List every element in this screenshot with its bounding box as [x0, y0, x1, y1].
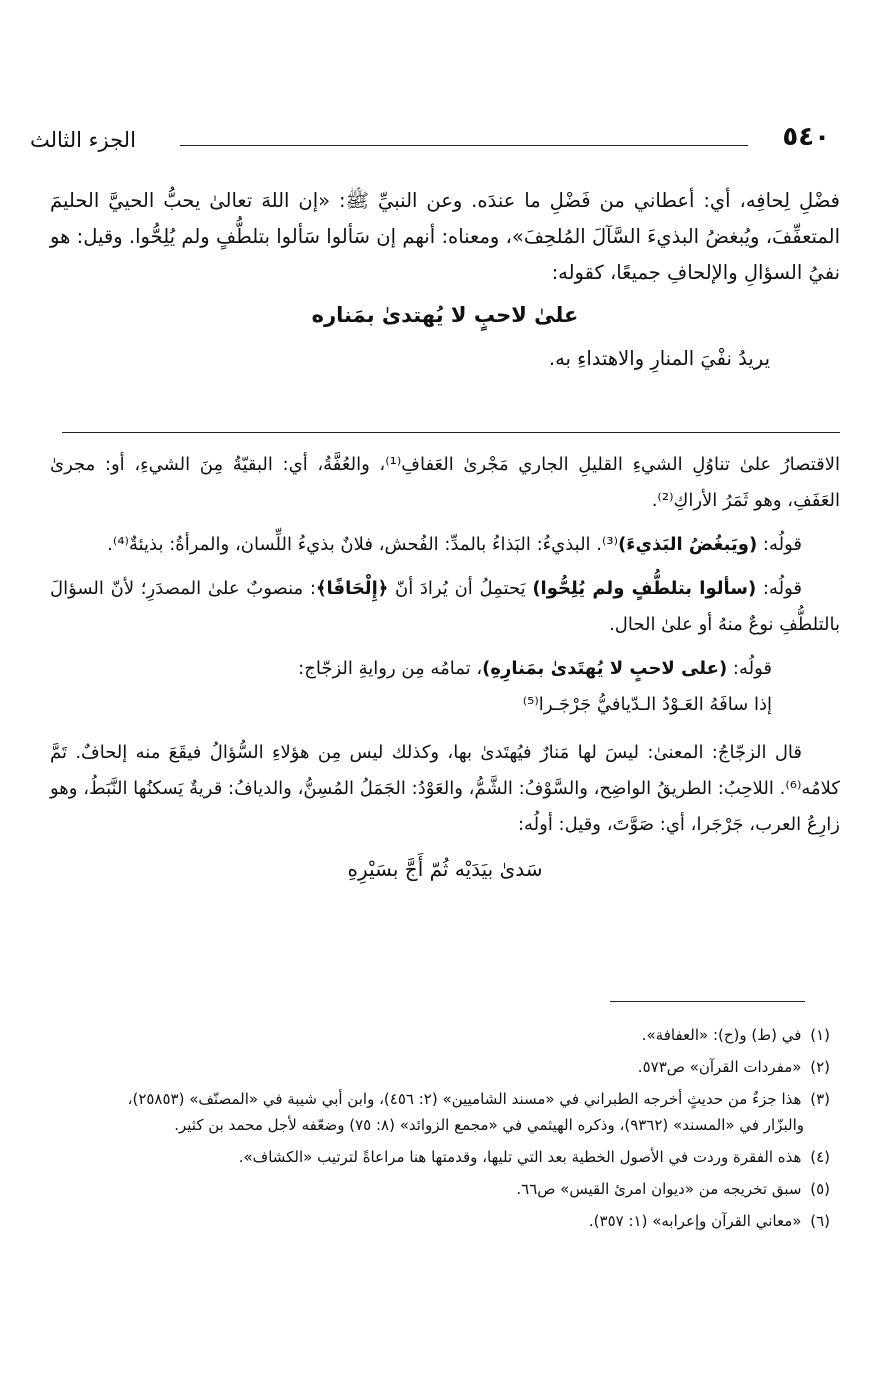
- footnote-6: [60, 1208, 830, 1234]
- header-rule: [180, 145, 748, 146]
- main-paragraph-1: فضْلِ لِحافِه، أي: أعطاني من فَضْلِ ما عندَه. وعن النبيِّ ﷺ: «إن اللهَ تعالىٰ يحبُّ الحييَّ الحليمَ المتعفِّفَ، ويُبغضُ البذيءَ السَّآلَ المُلحِفَ»، ومعناه: أنهم إن سَألوا سَألوا بتلطُّفٍ ولم يُلِحُّوا. وقيل: هو نفيُ السؤالِ والإلحافِ جميعًا، كقوله:: [50, 189, 840, 284]
- quoted-phrase: (سألوا بتلطُّفٍ ولم يُلِحُّوا): [532, 578, 757, 599]
- footnote-number: (٦): [810, 1212, 830, 1230]
- footnote-continuation: والبزّار في «المسند» (٩٣٦٢)، وذكره الهيثمي في «مجمع الزوائد» (٨: ٧٥) وضعّفه لأجل محمد بن كثير.: [174, 1116, 804, 1134]
- footnote-text: هذه الفقرة وردت في الأصول الخطية بعد التي تليها، وقدمتها هنا مراعاةً لترتيب «الكشاف».: [238, 1148, 802, 1166]
- main-text: [50, 183, 840, 377]
- qawluhu-lead: قولُه:: [756, 578, 803, 599]
- page-header: [30, 122, 830, 168]
- commentary-paragraph-1: الاقتصارُ علىٰ تناوُلِ الشيءِ القليلِ الجاري مَجْرىٰ العَفافِ⁽¹⁾، والعُفَّةُ، أي: البقيّةُ مِنَ الشيءِ، أو: مجرىٰ العَفَفِ، وهو ثَمَرُ الأراكِ⁽²⁾.: [50, 454, 841, 511]
- footnote-1: [60, 1022, 830, 1048]
- commentary-text: [50, 447, 840, 887]
- commentary-divider: [62, 432, 840, 433]
- footnote-4: [60, 1144, 830, 1170]
- footnote-number: (٣): [810, 1090, 830, 1108]
- quoted-phrase: (على لاحبٍ لا يُهتَدىٰ بمَنارِهِ): [482, 658, 728, 679]
- footnote-2: [60, 1054, 830, 1080]
- commentary-text-span: : منصوبٌ علىٰ المصدَرِ؛ لأنّ السؤالَ بالتلطُّفِ نوعٌ منهُ أو علىٰ الحال.: [50, 578, 840, 635]
- quoted-phrase: (ويَبغُضُ البَذيءَ): [618, 534, 758, 555]
- footnote-text: «مفردات القرآن» ص٥٧٣.: [637, 1058, 802, 1076]
- footnote-number: (٥): [810, 1180, 830, 1198]
- commentary-text-span: ⁽³⁾. البذيءُ: البَذاءُ بالمدِّ: الفُحش، فلانٌ بذيءُ اللِّسان، والمرأةُ: بذيئةٌ⁽⁴⁾.: [107, 534, 619, 555]
- footnote-text: «معاني القرآن وإعرابه» (١: ٣٥٧).: [588, 1212, 802, 1230]
- commentary-paragraph-4: [50, 651, 840, 687]
- footnote-number: (٢): [810, 1058, 830, 1076]
- commentary-text-span: يَحتمِلُ أن يُرادَ أنّ: [388, 578, 533, 599]
- qawluhu-lead: قولُه:: [757, 534, 802, 555]
- footnote-number: (٤): [810, 1148, 830, 1166]
- footnote-5: [60, 1176, 830, 1202]
- commentary-paragraph-5: قال الزجّاجُ: المعنىٰ: ليسَ لها مَنارٌ فيُهتَدىٰ بها، وكذلك ليس مِن هؤلاءِ السُّؤالُ فيقَعَ منه إلحافٌ. تَمَّ كلامُه⁽⁶⁾. اللاحِبُ: الطريقُ الواضِح، والسَّوْفُ: الشَّمُّ، والعَوْدُ: الجَمَلُ المُسِنُّ، والديافُ: قريةٌ يَسكنُها النَّبَطُ، وهو زارِعُ العرب، جَرْجَرا، أي: صَوَّتَ، وقيل: أولُه:: [50, 742, 840, 835]
- qawluhu-lead: قولُه:: [727, 658, 772, 679]
- main-paragraph-2: يريدُ نفْيَ المنارِ والاهتداءِ به.: [548, 347, 770, 370]
- poem-verse-2: إذا سافَهُ العَـوْدُ الـدّيافيُّ جَرْجَـرا⁽⁵⁾: [522, 694, 772, 715]
- commentary-paragraph-3: [50, 571, 840, 643]
- quran-word: ﴿إِلْحَافًا﴾: [315, 578, 389, 599]
- footnotes: [60, 1022, 830, 1240]
- footnote-3: [60, 1086, 830, 1138]
- page-number: ٥٤٠: [782, 122, 830, 152]
- commentary-paragraph-2: [50, 527, 840, 563]
- footnote-text: سبق تخريجه من «ديوان امرئ القيس» ص٦٦.: [516, 1180, 802, 1198]
- poem-verse-3: سَدىٰ بيَدَيْه ثُمّ أَجَّ بسَيْرِهِ: [347, 857, 543, 881]
- footnote-divider: [610, 1001, 805, 1002]
- poem-verse: علىٰ لاحبٍ لا يُهتدىٰ بمَناره: [311, 303, 579, 327]
- footnote-text: في (ط) و(ح): «العفافة».: [641, 1026, 802, 1044]
- footnote-text: هذا جزءٌ من حديثٍ أخرجه الطبراني في «مسند الشاميين» (٢: ٤٥٦)، وابن أبي شيبة في «المصنّف» (٢٥٨٥٣)،: [127, 1090, 802, 1108]
- commentary-text-span: ، تمامُه مِن روايةِ الزجّاج:: [298, 658, 483, 679]
- footnote-number: (١): [810, 1026, 830, 1044]
- part-title: الجزء الثالث: [30, 128, 136, 152]
